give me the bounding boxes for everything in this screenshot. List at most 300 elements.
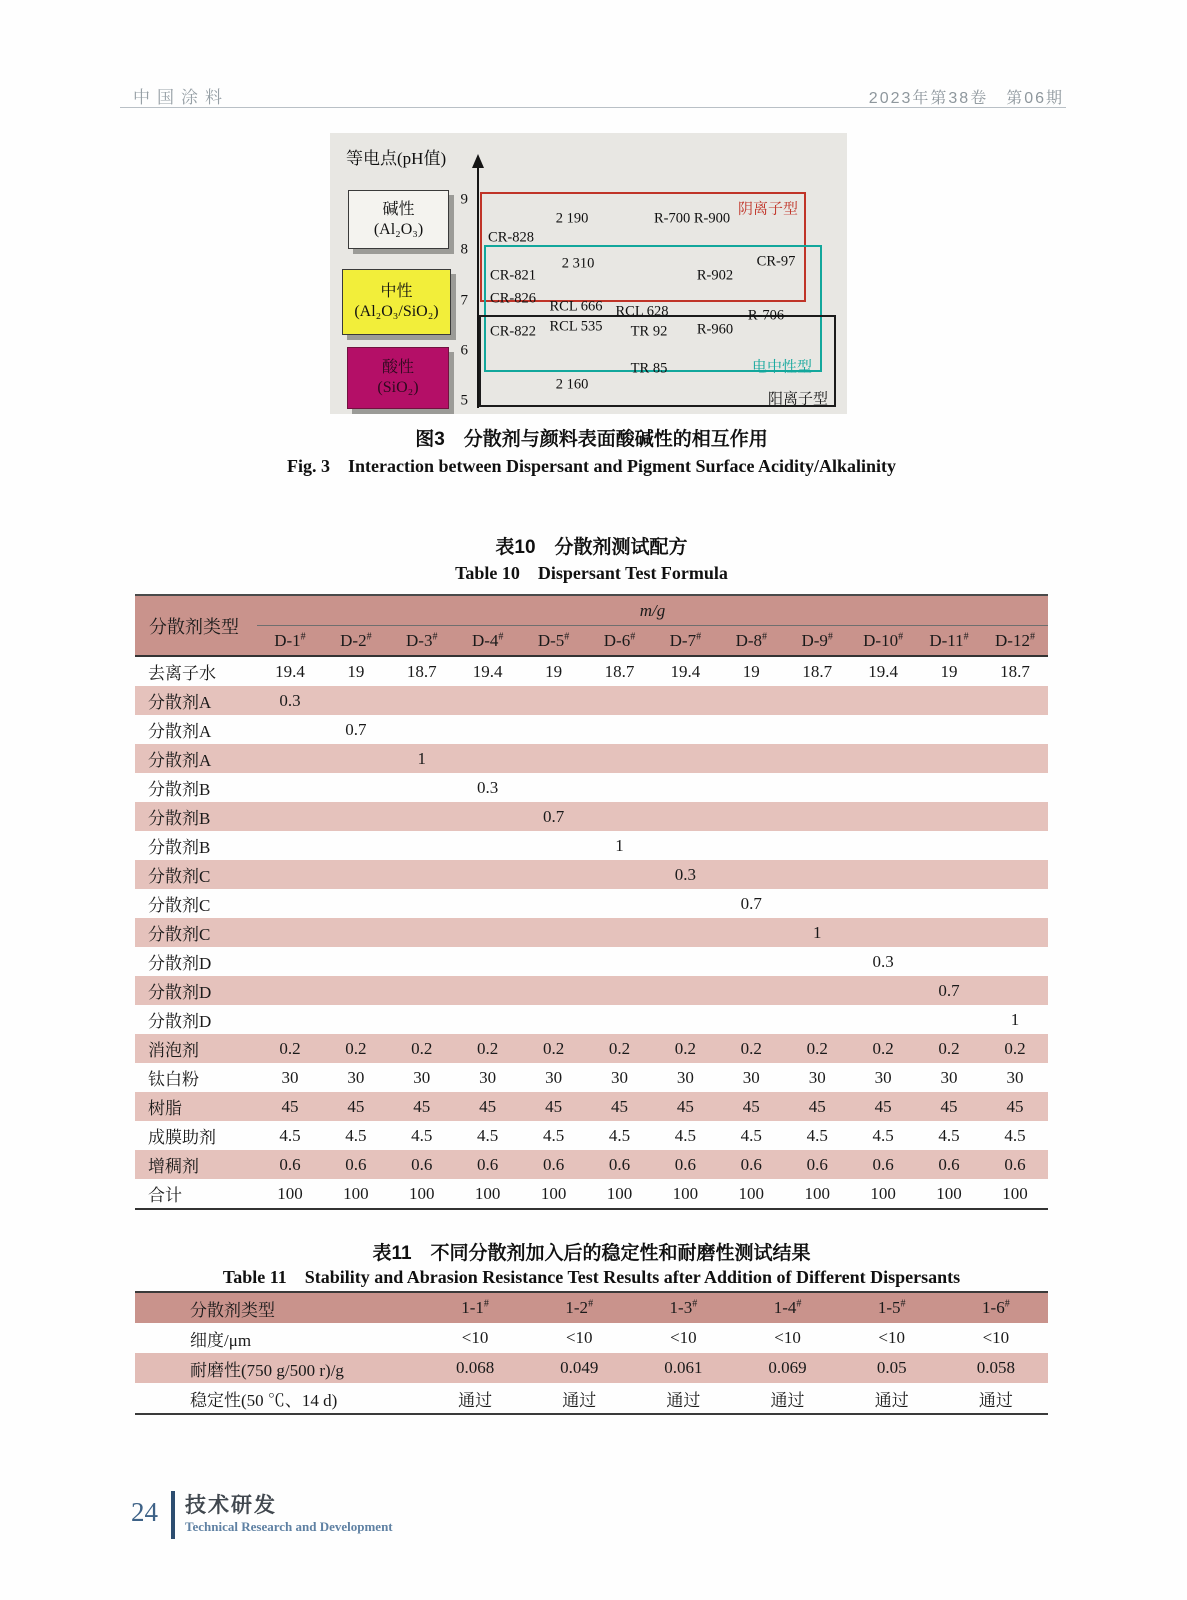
cell: 4.5 (345, 1125, 367, 1145)
cell (652, 976, 718, 1005)
cell (652, 889, 718, 918)
cell (323, 976, 389, 1005)
cell (389, 831, 455, 860)
cell (784, 860, 850, 889)
cell: 30 (281, 1067, 299, 1087)
cell: 19 (545, 661, 563, 681)
data-point-label: CR-822 (490, 323, 536, 340)
cell: 0.2 (674, 1038, 697, 1058)
data-point-label: RCL 535 (549, 318, 603, 335)
pigment-box-formula: (SiO₂) (377, 379, 419, 396)
cell: 0.2 (806, 1038, 828, 1058)
cell: 30 (413, 1067, 431, 1087)
column-header: D-1# (257, 626, 323, 657)
cell (455, 686, 521, 715)
cell (521, 918, 587, 947)
figure3-caption-cn: 图3 分散剂与颜料表面酸碱性的相互作用 (415, 429, 768, 450)
table10-header-row (135, 595, 1048, 626)
cell: 30 (610, 1067, 628, 1087)
cell: 4.5 (542, 1125, 565, 1145)
cell (850, 744, 916, 773)
cell: 通过 (562, 1390, 597, 1410)
column-header: D-7# (652, 626, 718, 657)
y-axis-tick-label: 7 (460, 292, 468, 308)
cell: 0.2 (608, 1038, 631, 1058)
pigment-box-title: 碱性 (382, 200, 415, 218)
cell (718, 773, 784, 802)
cell: 45 (610, 1096, 628, 1116)
cell: 30 (545, 1067, 563, 1087)
cell: 45 (281, 1096, 299, 1116)
row-label: 分散剂A (148, 722, 212, 741)
cell: 30 (1006, 1067, 1024, 1087)
footer-divider-bar (171, 1491, 175, 1539)
cell: 0.2 (477, 1038, 499, 1058)
cell (916, 1005, 982, 1034)
cell: <10 (982, 1328, 1010, 1347)
cell (389, 918, 455, 947)
cell: 45 (413, 1096, 431, 1116)
journal-name: 中国涂料 (133, 88, 229, 107)
cell: 0.3 (674, 864, 697, 884)
cell: 4.5 (477, 1125, 499, 1145)
cell (652, 773, 718, 802)
row-label: 分散剂B (148, 809, 211, 828)
cell: <10 (565, 1328, 593, 1347)
cell (784, 802, 850, 831)
cell (850, 918, 916, 947)
page-number: 24 (131, 1497, 158, 1527)
cell (521, 715, 587, 744)
cell (718, 860, 784, 889)
cell (521, 831, 587, 860)
cell (916, 889, 982, 918)
cell: 100 (606, 1183, 633, 1203)
cell (652, 802, 718, 831)
cell: 100 (474, 1183, 501, 1203)
cell (982, 802, 1048, 831)
y-axis-title: 等电点(pH值) (346, 149, 447, 168)
cell (257, 802, 323, 831)
table-row (135, 1150, 1048, 1179)
cell: 19 (940, 661, 958, 681)
pigment-box-title: 酸性 (381, 359, 414, 376)
cell: 0.3 (872, 951, 894, 971)
cell: 0.6 (608, 1154, 631, 1174)
cell: <10 (670, 1328, 697, 1347)
column-header: D-11# (916, 626, 982, 657)
column-header: 1-5# (840, 1292, 944, 1323)
data-point-label: 2 310 (561, 255, 595, 272)
cell (257, 715, 323, 744)
cell: 4.5 (279, 1125, 301, 1145)
cell (455, 831, 521, 860)
data-point-label: 2 190 (555, 210, 589, 227)
cell: 0.049 (560, 1358, 599, 1377)
cell (850, 773, 916, 802)
row-label: 分散剂C (148, 925, 211, 944)
cell (587, 918, 653, 947)
table10-title-cn: 表10 分散剂测试配方 (495, 537, 688, 558)
table-row (135, 715, 1048, 744)
column-header: D-9# (784, 626, 850, 657)
pigment-box-formula: (Al₂O₃/SiO₂) (354, 303, 439, 320)
cell: 0.2 (938, 1038, 960, 1058)
cell: 0.2 (279, 1038, 301, 1058)
column-header: 1-2# (527, 1292, 631, 1323)
cell: 18.7 (802, 661, 833, 681)
cell (718, 947, 784, 976)
cell: 0.6 (345, 1154, 367, 1174)
cell: 0.7 (740, 893, 762, 913)
cell: 0.7 (938, 980, 960, 1000)
table10-stub-header: 分散剂类型 (135, 595, 257, 656)
cell: 1 (417, 748, 427, 768)
cell: 0.2 (740, 1038, 762, 1058)
cell: 0.061 (664, 1358, 703, 1377)
cell (916, 860, 982, 889)
cell (850, 802, 916, 831)
cell: 通过 (458, 1390, 493, 1410)
table11-body (135, 1323, 1048, 1414)
cell: 30 (808, 1067, 826, 1087)
cell: 0.6 (872, 1154, 894, 1174)
column-header: D-10# (850, 626, 916, 657)
cell (850, 1005, 916, 1034)
row-label: 钛白粉 (148, 1070, 199, 1089)
cell (521, 773, 587, 802)
cell (521, 860, 587, 889)
cell (587, 976, 653, 1005)
cell (323, 1005, 389, 1034)
table-row (135, 860, 1048, 889)
cell: 18.7 (1000, 661, 1030, 681)
table11-header (135, 1292, 1048, 1323)
cell (784, 947, 850, 976)
cell (916, 947, 982, 976)
cell (784, 715, 850, 744)
cell (521, 744, 587, 773)
cell (652, 744, 718, 773)
column-header: 1-1# (423, 1292, 527, 1323)
cell (389, 947, 455, 976)
cell (784, 889, 850, 918)
figure3-chart (330, 133, 847, 414)
cell (455, 889, 521, 918)
cell: 通过 (666, 1390, 701, 1410)
cell (784, 976, 850, 1005)
cell (982, 744, 1048, 773)
cell (257, 918, 323, 947)
table-row (135, 1179, 1048, 1209)
cell (587, 686, 653, 715)
cell: 30 (347, 1067, 365, 1087)
column-header: D-4# (455, 626, 521, 657)
cell: 0.6 (938, 1154, 960, 1174)
cell (389, 889, 455, 918)
cell: 45 (742, 1096, 760, 1116)
cell (587, 947, 653, 976)
cell: 45 (545, 1096, 563, 1116)
cell: 0.2 (411, 1038, 433, 1058)
cell: 19.4 (670, 661, 701, 681)
cell: 0.058 (976, 1358, 1016, 1377)
cell: 0.6 (477, 1154, 499, 1174)
table-row (135, 1383, 1048, 1414)
cell: 100 (738, 1183, 765, 1203)
cell: 45 (1006, 1096, 1024, 1116)
cell (652, 918, 718, 947)
cell (455, 860, 521, 889)
cell: 通过 (978, 1390, 1013, 1410)
cell (982, 976, 1048, 1005)
cell (587, 773, 653, 802)
cell: 100 (1002, 1183, 1028, 1203)
table10-header (135, 595, 1048, 656)
cell: 0.2 (542, 1038, 565, 1058)
column-header: D-3# (389, 626, 455, 657)
cell (455, 744, 521, 773)
header-rule (120, 107, 1066, 108)
cell: 0.6 (542, 1154, 565, 1174)
cell (916, 831, 982, 860)
table-row (135, 1323, 1048, 1353)
row-label: 增稠剂 (148, 1157, 199, 1176)
cell (784, 686, 850, 715)
cell (257, 860, 323, 889)
cell: 4.5 (674, 1125, 697, 1145)
cell (257, 1005, 323, 1034)
cell: 通过 (874, 1390, 909, 1410)
cell (916, 715, 982, 744)
table10-columns-row (135, 626, 1048, 657)
cell (323, 831, 389, 860)
cell (916, 802, 982, 831)
row-label: 消泡剂 (148, 1041, 199, 1060)
data-point-label: R-700 R-900 (653, 210, 731, 227)
cell: 45 (347, 1096, 365, 1116)
cell (982, 918, 1048, 947)
cell: 4.5 (806, 1125, 828, 1145)
cell: 4.5 (872, 1125, 894, 1145)
table-row (135, 889, 1048, 918)
data-point-label: 2 160 (555, 376, 589, 393)
table11-title-cn: 表11 不同分散剂加入后的稳定性和耐磨性测试结果 (372, 1243, 811, 1264)
cell: 0.6 (674, 1154, 697, 1174)
row-label: 成膜助剂 (148, 1128, 216, 1147)
cell (323, 802, 389, 831)
cell (389, 686, 455, 715)
region-label: 阳离子型 (767, 390, 829, 408)
cell: 0.05 (876, 1358, 907, 1377)
row-label: 分散剂C (148, 896, 211, 915)
cell (257, 744, 323, 773)
row-label: 分散剂A (148, 751, 212, 770)
table10-body (135, 656, 1048, 1209)
cell (323, 860, 389, 889)
y-axis-tick-label: 8 (460, 241, 468, 258)
cell: 0.6 (740, 1154, 762, 1174)
cell (455, 947, 521, 976)
cell (718, 715, 784, 744)
data-point-label: CR-828 (488, 229, 534, 246)
cell: 0.2 (1004, 1038, 1026, 1058)
cell: 100 (409, 1183, 435, 1203)
region-label: 阴离子型 (737, 200, 799, 218)
pigment-box-neutral (342, 269, 451, 335)
cell: 4.5 (1004, 1125, 1026, 1145)
y-axis-arrow-icon (472, 154, 484, 168)
cell (587, 889, 653, 918)
cell (850, 889, 916, 918)
row-label: 分散剂D (148, 983, 212, 1002)
row-label: 去离子水 (148, 664, 216, 683)
cell: 0.2 (872, 1038, 894, 1058)
row-label: 合计 (148, 1186, 182, 1205)
column-header: D-8# (718, 626, 784, 657)
cell (389, 715, 455, 744)
cell: 1 (812, 922, 822, 942)
cell (718, 976, 784, 1005)
cell (389, 860, 455, 889)
cell: 18.7 (406, 661, 437, 681)
pigment-box-alkaline (348, 190, 449, 249)
table-row (135, 831, 1048, 860)
cell: 100 (804, 1183, 830, 1203)
cell (323, 889, 389, 918)
cell: 45 (479, 1096, 497, 1116)
cell: 0.068 (455, 1358, 495, 1377)
cell: 4.5 (411, 1125, 433, 1145)
cell (521, 686, 587, 715)
dispersant-formula-table (135, 594, 1048, 1210)
cell: 100 (936, 1183, 962, 1203)
footer-section-cn: 技术研发 (185, 1494, 277, 1517)
cell: 0.6 (279, 1154, 301, 1174)
row-label: 稳定性(50 ℃、14 d) (190, 1390, 338, 1410)
cell: <10 (878, 1328, 905, 1347)
column-header: D-5# (521, 626, 587, 657)
cell (784, 773, 850, 802)
cell (257, 889, 323, 918)
pigment-box-acid (347, 347, 449, 409)
cell (587, 860, 653, 889)
table-row (135, 1034, 1048, 1063)
footer-section-en: Technical Research and Development (185, 1519, 393, 1534)
table-row (135, 686, 1048, 715)
column-header: 1-6# (944, 1292, 1048, 1323)
cell: 1 (615, 835, 624, 855)
cell: 0.6 (411, 1154, 433, 1174)
row-label: 分散剂A (148, 693, 212, 712)
cell (784, 831, 850, 860)
column-header: D-6# (587, 626, 653, 657)
table-row (135, 802, 1048, 831)
column-header: D-12# (982, 626, 1048, 657)
table11-title-en: Table 11 Stability and Abrasion Resistance Test Results after Addition of Different Dispersants (222, 1267, 961, 1287)
region-label: 电中性型 (751, 358, 813, 376)
data-point-label: R-960 (696, 321, 734, 338)
table-row (135, 773, 1048, 802)
cell (850, 860, 916, 889)
cell (521, 976, 587, 1005)
table10-unit-header: m/g (257, 595, 1048, 626)
cell: 30 (676, 1067, 694, 1087)
cell (323, 773, 389, 802)
cell (652, 1005, 718, 1034)
pigment-box-title: 中性 (380, 283, 413, 300)
cell (916, 744, 982, 773)
cell (718, 918, 784, 947)
cell: 1 (1010, 1009, 1020, 1029)
cell (652, 715, 718, 744)
cell (652, 686, 718, 715)
cell (982, 860, 1048, 889)
cell (718, 802, 784, 831)
cell (718, 831, 784, 860)
cell: 19 (742, 661, 760, 681)
row-label: 耐磨性(750 g/500 r)/g (190, 1360, 344, 1380)
data-point-label: CR-97 (756, 253, 796, 270)
cell: 100 (672, 1183, 699, 1203)
cell: 100 (540, 1183, 567, 1203)
cell (257, 976, 323, 1005)
cell (455, 918, 521, 947)
table11-stub-header: 分散剂类型 (135, 1292, 423, 1323)
table-row (135, 1092, 1048, 1121)
cell: 45 (940, 1096, 958, 1116)
cell: 19.4 (868, 661, 898, 681)
row-label: 分散剂D (148, 1012, 212, 1031)
column-header: 1-3# (631, 1292, 735, 1323)
cell (718, 1005, 784, 1034)
cell: 45 (808, 1096, 826, 1116)
cell (389, 802, 455, 831)
cell (587, 744, 653, 773)
data-point-label: TR 92 (630, 323, 668, 340)
cell (982, 947, 1048, 976)
cell (389, 773, 455, 802)
cell (850, 715, 916, 744)
cell (982, 715, 1048, 744)
cell: 19.4 (275, 661, 305, 681)
cell (455, 802, 521, 831)
test-results-table (135, 1291, 1048, 1415)
table10-title-en: Table 10 Dispersant Test Formula (455, 563, 728, 583)
cell (982, 831, 1048, 860)
cell (784, 1005, 850, 1034)
cell (982, 686, 1048, 715)
cell: 30 (874, 1067, 892, 1087)
y-axis-tick-label: 6 (460, 342, 468, 359)
row-label: 分散剂C (148, 867, 211, 886)
cell (257, 773, 323, 802)
cell: 通过 (770, 1390, 805, 1410)
cell: <10 (774, 1328, 801, 1347)
cell: 0.6 (806, 1154, 828, 1174)
table-row (135, 744, 1048, 773)
row-label: 分散剂B (148, 838, 211, 857)
cell (850, 976, 916, 1005)
cell: 100 (343, 1183, 369, 1203)
cell: 19 (347, 661, 365, 681)
data-point-label: RCL 628 (615, 303, 669, 320)
cell (455, 1005, 521, 1034)
cell (323, 686, 389, 715)
cell: 0.3 (477, 777, 499, 797)
data-point-label: CR-821 (490, 267, 536, 284)
cell (916, 686, 982, 715)
